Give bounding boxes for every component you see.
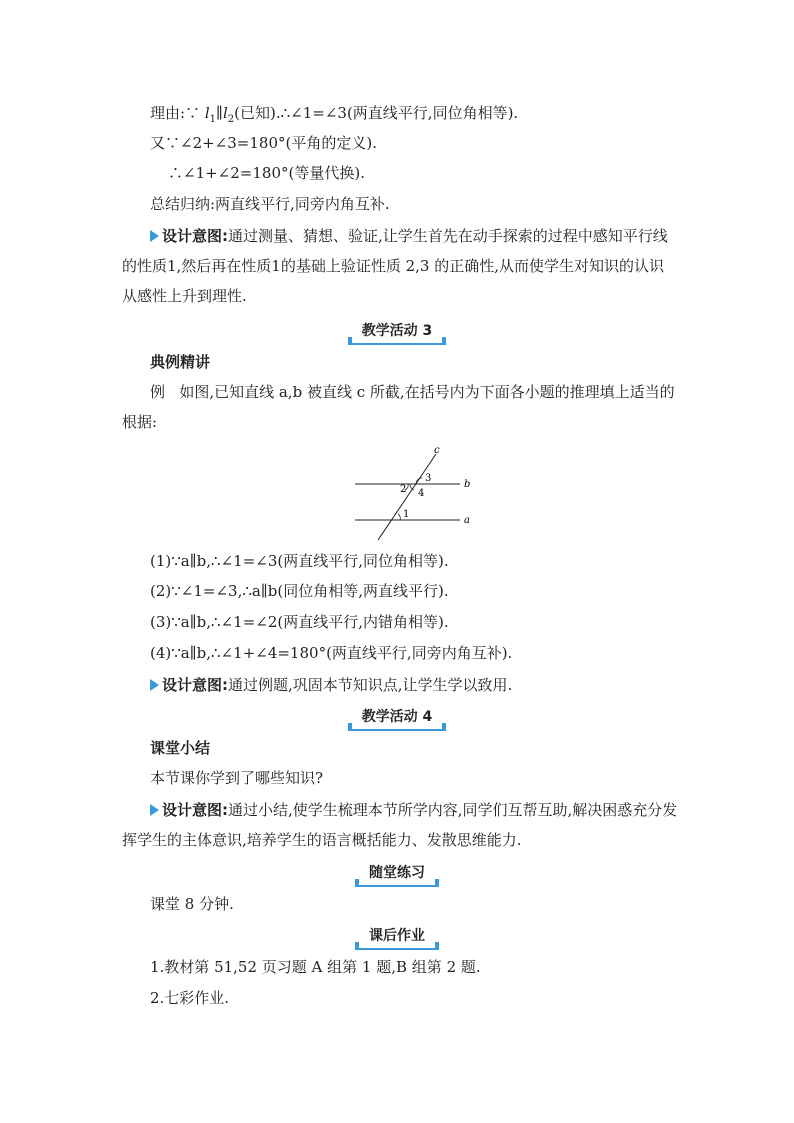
heading-text: 课后作业 — [359, 925, 435, 950]
reason-rest: (已知).∴∠1=∠3(两直线平行,同位角相等). — [234, 104, 519, 122]
practice-text: 课堂 8 分钟. — [150, 895, 234, 913]
example-item-2: (2)∵∠1=∠3,∴a∥b(同位角相等,两直线平行). — [150, 582, 449, 600]
example-body: 如图,已知直线 a,b 被直线 c 所截,在括号内为下面各小题的推理填上适当的根据: — [122, 383, 675, 431]
example-item-3: (3)∵a∥b,∴∠1=∠2(两直线平行,内错角相等). — [150, 613, 449, 631]
design-intent-1 — [122, 221, 678, 311]
parallel-sign: ∥ — [216, 104, 223, 122]
angle-1-arc — [398, 514, 400, 520]
example-text — [122, 377, 678, 437]
var-l1: l — [204, 104, 210, 122]
design-intent-2 — [150, 675, 680, 695]
reason-line-3: ∴∠1+∠2=180°(等量代换). — [168, 164, 365, 182]
homework-item-2: 2.七彩作业. — [150, 989, 230, 1007]
section-heading-activity-3 — [0, 320, 794, 345]
label-angle-4: 4 — [418, 488, 425, 499]
subtitle-summary: 课堂小结 — [150, 739, 211, 757]
section-heading-homework — [0, 925, 794, 950]
reason-line-2: 又∵∠2+∠3=180°(平角的定义). — [150, 134, 377, 152]
var-l2: l — [222, 104, 228, 122]
label-angle-1: 1 — [403, 509, 410, 520]
label-angle-3: 3 — [425, 473, 432, 484]
label-angle-2: 2 — [400, 484, 407, 495]
summary-line: 总结归纳:两直线平行,同旁内角互补. — [150, 195, 390, 213]
label-a: a — [464, 515, 470, 526]
example-item-4: (4)∵a∥b,∴∠1+∠4=180°(两直线平行,同旁内角互补). — [150, 644, 513, 662]
heading-text: 教学活动 3 — [352, 320, 443, 345]
intent-label: 设计意图: — [162, 801, 228, 819]
label-c: c — [434, 445, 440, 456]
intent-label: 设计意图: — [162, 227, 228, 245]
section-heading-activity-4 — [0, 706, 794, 731]
section-heading-practice — [0, 862, 794, 887]
label-b: b — [464, 479, 471, 490]
line-c — [378, 454, 436, 540]
sub-2: 2 — [227, 114, 235, 125]
subtitle-example: 典例精讲 — [150, 353, 211, 371]
triangle-marker-icon — [150, 804, 159, 816]
intent-text: 通过测量、猜想、验证,让学生首先在动手探索的过程中感知平行线的性质1,然后再在性质1的基础上验证性质 2,3 的正确性,从而使学生对知识的认识从感性上升到理性. — [122, 227, 668, 305]
intent-text: 通过例题,巩固本节知识点,让学生学以致用. — [228, 676, 513, 694]
design-intent-3 — [122, 795, 678, 855]
sub-1: 1 — [209, 114, 217, 125]
intent-text: 通过小结,使学生梳理本节所学内容,同学们互帮互助,解决困惑充分发挥学生的主体意识,培养学生的语言概括能力、发散思维能力. — [122, 801, 678, 849]
triangle-marker-icon — [150, 679, 159, 691]
heading-text: 教学活动 4 — [352, 706, 443, 731]
reason-line-1 — [150, 103, 680, 130]
summary-question: 本节课你学到了哪些知识? — [150, 769, 324, 787]
example-label: 例 — [150, 383, 166, 401]
heading-text: 随堂练习 — [359, 862, 435, 887]
reason-prefix: 理由:∵ — [150, 104, 205, 122]
transversal-figure — [350, 442, 480, 542]
triangle-marker-icon — [150, 230, 159, 242]
homework-item-1: 1.教材第 51,52 页习题 A 组第 1 题,B 组第 2 题. — [150, 958, 481, 976]
intent-label: 设计意图: — [162, 676, 228, 694]
example-item-1: (1)∵a∥b,∴∠1=∠3(两直线平行,同位角相等). — [150, 552, 449, 570]
